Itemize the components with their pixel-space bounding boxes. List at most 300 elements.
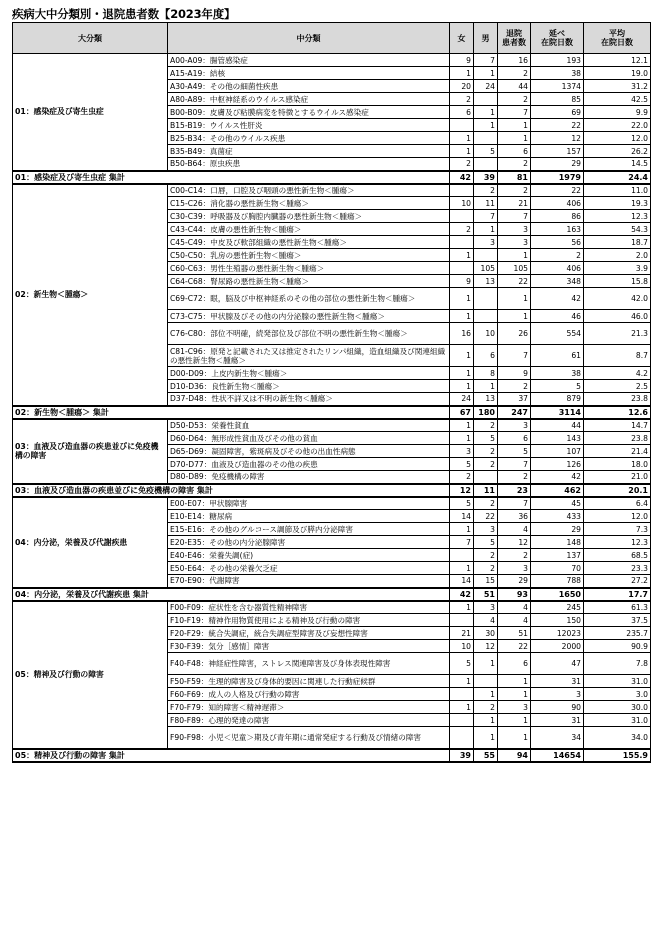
avg-days-cell: 2.0 — [584, 249, 651, 262]
avg-days-cell: 42.5 — [584, 93, 651, 106]
mid-category-cell: C30-C39：呼吸器及び胸腔内臓器の悪性新生物＜腫瘍＞ — [168, 210, 450, 223]
discharge-count-cell: 44 — [498, 80, 531, 93]
female-cell: 1 — [450, 432, 474, 445]
discharge-count-cell: 1 — [498, 675, 531, 688]
avg-days-cell: 235.7 — [584, 627, 651, 640]
avg-days-cell: 31.2 — [584, 80, 651, 93]
discharge-count-cell: 1 — [498, 288, 531, 310]
avg-days-cell: 26.2 — [584, 145, 651, 158]
total-days-cell: 143 — [531, 432, 584, 445]
female-cell — [450, 184, 474, 197]
discharge-count-cell: 16 — [498, 54, 531, 67]
male-cell: 30 — [474, 627, 498, 640]
avg-days-cell: 15.8 — [584, 275, 651, 288]
header-discharge-line1: 退院 — [506, 29, 522, 38]
mid-category-cell: F60-F69：成人の人格及び行動の障害 — [168, 688, 450, 701]
male-cell — [474, 158, 498, 171]
discharge-count-cell: 21 — [498, 197, 531, 210]
avg-days-cell: 3.0 — [584, 688, 651, 701]
subtotal-label: 05：精神及び行動の障害 集計 — [13, 749, 450, 762]
male-cell: 7 — [474, 54, 498, 67]
avg-days-cell: 6.4 — [584, 497, 651, 510]
total-days-cell: 34 — [531, 727, 584, 749]
subtotal-row — [13, 484, 651, 497]
male-cell — [474, 132, 498, 145]
male-cell: 105 — [474, 262, 498, 275]
male-cell — [474, 471, 498, 484]
mid-category-cell: B25-B34：その他のウイルス疾患 — [168, 132, 450, 145]
subtotal-label: 04：内分泌，栄養及び代謝疾患 集計 — [13, 588, 450, 601]
female-cell: 24 — [450, 393, 474, 406]
avg-days-cell: 31.0 — [584, 714, 651, 727]
mid-category-cell: C45-C49：中皮及び軟部組織の悪性新生物＜腫瘍＞ — [168, 236, 450, 249]
avg-days-cell: 42.0 — [584, 288, 651, 310]
subtotal-male-cell: 55 — [474, 749, 498, 762]
female-cell: 9 — [450, 275, 474, 288]
mid-category-cell: C73-C75：甲状腺及びその他の内分泌腺の悪性新生物＜腫瘍＞ — [168, 310, 450, 323]
subtotal-female-cell: 39 — [450, 749, 474, 762]
female-cell: 1 — [450, 145, 474, 158]
male-cell: 13 — [474, 275, 498, 288]
female-cell: 5 — [450, 497, 474, 510]
male-cell: 13 — [474, 393, 498, 406]
female-cell: 1 — [450, 701, 474, 714]
mid-category-cell: D10-D36：良性新生物＜腫瘍＞ — [168, 380, 450, 393]
discharge-count-cell: 26 — [498, 323, 531, 345]
female-cell: 1 — [450, 419, 474, 432]
mid-category-cell: C69-C72：眼，脳及び中枢神経系のその他の部位の悪性新生物＜腫瘍＞ — [168, 288, 450, 310]
mid-category-cell: C60-C63：男性生殖器の悪性新生物＜腫瘍＞ — [168, 262, 450, 275]
male-cell: 10 — [474, 323, 498, 345]
male-cell: 2 — [474, 562, 498, 575]
subtotal-avg-days-cell: 24.4 — [584, 171, 651, 184]
female-cell: 21 — [450, 627, 474, 640]
total-days-cell: 85 — [531, 93, 584, 106]
discharge-count-cell: 5 — [498, 445, 531, 458]
major-category-cell: 02：新生物＜腫瘍＞ — [13, 184, 168, 406]
header-total-days-line2: 在院日数 — [541, 38, 573, 47]
avg-days-cell: 23.3 — [584, 562, 651, 575]
total-days-cell: 348 — [531, 275, 584, 288]
mid-category-cell: E40-E46：栄養失調(症) — [168, 549, 450, 562]
avg-days-cell: 31.0 — [584, 675, 651, 688]
total-days-cell: 126 — [531, 458, 584, 471]
discharge-count-cell: 2 — [498, 184, 531, 197]
male-cell: 22 — [474, 510, 498, 523]
subtotal-label: 03：血液及び造血器の疾患並びに免疫機構の障害 集計 — [13, 484, 450, 497]
total-days-cell: 12023 — [531, 627, 584, 640]
mid-category-cell: D70-D77：血液及び造血器のその他の疾患 — [168, 458, 450, 471]
subtotal-discharge-count-cell: 81 — [498, 171, 531, 184]
avg-days-cell: 8.7 — [584, 345, 651, 367]
discharge-count-cell: 2 — [498, 158, 531, 171]
male-cell: 24 — [474, 80, 498, 93]
discharge-count-cell: 2 — [498, 67, 531, 80]
subtotal-discharge-count-cell: 23 — [498, 484, 531, 497]
discharge-count-cell: 7 — [498, 345, 531, 367]
avg-days-cell: 7.8 — [584, 653, 651, 675]
male-cell: 1 — [474, 119, 498, 132]
subtotal-male-cell: 39 — [474, 171, 498, 184]
avg-days-cell: 27.2 — [584, 575, 651, 588]
female-cell — [450, 210, 474, 223]
total-days-cell: 29 — [531, 523, 584, 536]
subtotal-female-cell: 12 — [450, 484, 474, 497]
mid-category-cell: B35-B49：真菌症 — [168, 145, 450, 158]
female-cell — [450, 688, 474, 701]
subtotal-row — [13, 749, 651, 762]
discharge-count-cell: 7 — [498, 497, 531, 510]
total-days-cell: 69 — [531, 106, 584, 119]
male-cell: 5 — [474, 536, 498, 549]
header-discharge-line2: 患者数 — [502, 38, 526, 47]
mid-category-cell: D00-D09：上皮内新生物＜腫瘍＞ — [168, 367, 450, 380]
discharge-count-cell: 3 — [498, 701, 531, 714]
discharge-count-cell: 1 — [498, 310, 531, 323]
male-cell: 12 — [474, 640, 498, 653]
female-cell — [450, 236, 474, 249]
discharge-count-cell: 105 — [498, 262, 531, 275]
header-female: 女 — [450, 23, 474, 54]
total-days-cell: 2 — [531, 249, 584, 262]
mid-category-cell: F70-F79：知的障害＜精神遅滞＞ — [168, 701, 450, 714]
total-days-cell: 193 — [531, 54, 584, 67]
female-cell: 1 — [450, 562, 474, 575]
total-days-cell: 90 — [531, 701, 584, 714]
female-cell: 2 — [450, 158, 474, 171]
mid-category-cell: E00-E07：甲状腺障害 — [168, 497, 450, 510]
total-days-cell: 38 — [531, 67, 584, 80]
discharge-count-cell: 1 — [498, 688, 531, 701]
table-row — [13, 601, 651, 614]
subtotal-label: 01：感染症及び寄生虫症 集計 — [13, 171, 450, 184]
header-major-category: 大分類 — [13, 23, 168, 54]
total-days-cell: 42 — [531, 288, 584, 310]
discharge-count-cell: 9 — [498, 367, 531, 380]
avg-days-cell: 12.1 — [584, 54, 651, 67]
subtotal-total-days-cell: 462 — [531, 484, 584, 497]
avg-days-cell: 2.5 — [584, 380, 651, 393]
subtotal-avg-days-cell: 12.6 — [584, 406, 651, 419]
female-cell: 16 — [450, 323, 474, 345]
avg-days-cell: 68.5 — [584, 549, 651, 562]
total-days-cell: 163 — [531, 223, 584, 236]
total-days-cell: 46 — [531, 310, 584, 323]
subtotal-total-days-cell: 1650 — [531, 588, 584, 601]
subtotal-discharge-count-cell: 247 — [498, 406, 531, 419]
header-row — [13, 23, 651, 54]
female-cell: 3 — [450, 445, 474, 458]
subtotal-male-cell: 180 — [474, 406, 498, 419]
total-days-cell: 3 — [531, 688, 584, 701]
avg-days-cell: 21.3 — [584, 323, 651, 345]
mid-category-cell: F10-F19：精神作用物質使用による精神及び行動の障害 — [168, 614, 450, 627]
total-days-cell: 86 — [531, 210, 584, 223]
total-days-cell: 31 — [531, 675, 584, 688]
total-days-cell: 788 — [531, 575, 584, 588]
male-cell: 2 — [474, 497, 498, 510]
mid-category-cell: D65-D69：凝固障害，紫斑病及びその他の出血性病態 — [168, 445, 450, 458]
avg-days-cell: 22.0 — [584, 119, 651, 132]
subtotal-avg-days-cell: 20.1 — [584, 484, 651, 497]
avg-days-cell: 12.3 — [584, 536, 651, 549]
avg-days-cell: 4.2 — [584, 367, 651, 380]
mid-category-cell: F90-F98：小児＜児童＞期及び青年期に通常発症する行動及び情緒の障害 — [168, 727, 450, 749]
avg-days-cell: 46.0 — [584, 310, 651, 323]
discharge-count-cell: 3 — [498, 419, 531, 432]
total-days-cell: 2000 — [531, 640, 584, 653]
female-cell — [450, 549, 474, 562]
discharge-count-cell: 2 — [498, 471, 531, 484]
subtotal-avg-days-cell: 155.9 — [584, 749, 651, 762]
discharge-count-cell: 36 — [498, 510, 531, 523]
avg-days-cell: 9.9 — [584, 106, 651, 119]
total-days-cell: 12 — [531, 132, 584, 145]
male-cell: 1 — [474, 223, 498, 236]
female-cell: 1 — [450, 523, 474, 536]
total-days-cell: 42 — [531, 471, 584, 484]
header-avg-days-line2: 在院日数 — [601, 38, 633, 47]
avg-days-cell: 19.0 — [584, 67, 651, 80]
total-days-cell: 47 — [531, 653, 584, 675]
male-cell: 1 — [474, 727, 498, 749]
subtotal-avg-days-cell: 17.7 — [584, 588, 651, 601]
subtotal-label: 02：新生物＜腫瘍＞ 集計 — [13, 406, 450, 419]
total-days-cell: 70 — [531, 562, 584, 575]
avg-days-cell: 14.7 — [584, 419, 651, 432]
female-cell — [450, 119, 474, 132]
total-days-cell: 879 — [531, 393, 584, 406]
female-cell: 5 — [450, 653, 474, 675]
total-days-cell: 406 — [531, 197, 584, 210]
mid-category-cell: C00-C14：口唇，口腔及び咽頭の悪性新生物＜腫瘍＞ — [168, 184, 450, 197]
mid-category-cell: A00-A09：腸管感染症 — [168, 54, 450, 67]
discharge-count-cell: 1 — [498, 119, 531, 132]
female-cell: 14 — [450, 510, 474, 523]
male-cell: 1 — [474, 714, 498, 727]
mid-category-cell: B50-B64：原虫疾患 — [168, 158, 450, 171]
male-cell: 5 — [474, 432, 498, 445]
subtotal-discharge-count-cell: 93 — [498, 588, 531, 601]
male-cell: 2 — [474, 184, 498, 197]
male-cell: 3 — [474, 523, 498, 536]
discharge-count-cell: 2 — [498, 93, 531, 106]
subtotal-female-cell: 67 — [450, 406, 474, 419]
male-cell — [474, 93, 498, 106]
discharge-count-cell: 1 — [498, 727, 531, 749]
major-category-cell: 04：内分泌，栄養及び代謝疾患 — [13, 497, 168, 588]
male-cell — [474, 310, 498, 323]
discharge-count-cell: 4 — [498, 523, 531, 536]
male-cell — [474, 288, 498, 310]
subtotal-female-cell: 42 — [450, 171, 474, 184]
avg-days-cell: 7.3 — [584, 523, 651, 536]
discharge-count-cell: 6 — [498, 145, 531, 158]
mid-category-cell: E70-E90：代謝障害 — [168, 575, 450, 588]
mid-category-cell: F20-F29：統合失調症，統合失調症型障害及び妄想性障害 — [168, 627, 450, 640]
header-total-days — [531, 23, 584, 54]
mid-category-cell: E15-E16：その他のグルコース調節及び膵内分泌障害 — [168, 523, 450, 536]
discharge-count-cell: 6 — [498, 432, 531, 445]
discharge-count-cell: 37 — [498, 393, 531, 406]
female-cell: 1 — [450, 675, 474, 688]
total-days-cell: 38 — [531, 367, 584, 380]
table-row — [13, 497, 651, 510]
avg-days-cell: 61.3 — [584, 601, 651, 614]
total-days-cell: 45 — [531, 497, 584, 510]
mid-category-cell: F40-F48：神経症性障害，ストレス関連障害及び身体表現性障害 — [168, 653, 450, 675]
subtotal-row — [13, 171, 651, 184]
female-cell: 20 — [450, 80, 474, 93]
female-cell: 7 — [450, 536, 474, 549]
female-cell: 1 — [450, 310, 474, 323]
mid-category-cell: C43-C44：皮膚の悪性新生物＜腫瘍＞ — [168, 223, 450, 236]
male-cell: 15 — [474, 575, 498, 588]
female-cell — [450, 614, 474, 627]
total-days-cell: 31 — [531, 714, 584, 727]
mid-category-cell: D50-D53：栄養性貧血 — [168, 419, 450, 432]
total-days-cell: 150 — [531, 614, 584, 627]
total-days-cell: 107 — [531, 445, 584, 458]
male-cell: 4 — [474, 614, 498, 627]
total-days-cell: 56 — [531, 236, 584, 249]
male-cell: 2 — [474, 419, 498, 432]
table-row — [13, 184, 651, 197]
header-discharge-count — [498, 23, 531, 54]
mid-category-cell: E10-E14：糖尿病 — [168, 510, 450, 523]
subtotal-male-cell: 11 — [474, 484, 498, 497]
female-cell: 5 — [450, 458, 474, 471]
discharge-count-cell: 7 — [498, 106, 531, 119]
header-avg-days-line1: 平均 — [609, 29, 625, 38]
female-cell: 1 — [450, 67, 474, 80]
mid-category-cell: A15-A19：結核 — [168, 67, 450, 80]
mid-category-cell: F50-F59：生理的障害及び身体的要因に関連した行動症候群 — [168, 675, 450, 688]
female-cell: 10 — [450, 197, 474, 210]
discharge-count-cell: 4 — [498, 614, 531, 627]
avg-days-cell: 30.0 — [584, 701, 651, 714]
avg-days-cell: 12.3 — [584, 210, 651, 223]
header-total-days-line1: 延べ — [549, 29, 565, 38]
total-days-cell: 554 — [531, 323, 584, 345]
header-male: 男 — [474, 23, 498, 54]
major-category-cell: 05：精神及び行動の障害 — [13, 601, 168, 749]
table-row — [13, 419, 651, 432]
avg-days-cell: 34.0 — [584, 727, 651, 749]
page-title: 疾病大中分類別・退院患者数【2023年度】 — [12, 7, 236, 21]
discharge-count-cell: 3 — [498, 562, 531, 575]
total-days-cell: 61 — [531, 345, 584, 367]
subtotal-row — [13, 406, 651, 419]
male-cell: 1 — [474, 380, 498, 393]
subtotal-discharge-count-cell: 94 — [498, 749, 531, 762]
female-cell: 1 — [450, 288, 474, 310]
male-cell: 6 — [474, 345, 498, 367]
female-cell: 1 — [450, 367, 474, 380]
total-days-cell: 44 — [531, 419, 584, 432]
female-cell: 9 — [450, 54, 474, 67]
avg-days-cell: 19.3 — [584, 197, 651, 210]
male-cell: 1 — [474, 106, 498, 119]
male-cell: 11 — [474, 197, 498, 210]
avg-days-cell: 23.8 — [584, 432, 651, 445]
discharge-count-cell: 7 — [498, 210, 531, 223]
female-cell: 1 — [450, 132, 474, 145]
mid-category-cell: C50-C50：乳房の悪性新生物＜腫瘍＞ — [168, 249, 450, 262]
female-cell — [450, 727, 474, 749]
discharge-count-cell: 1 — [498, 714, 531, 727]
male-cell: 7 — [474, 210, 498, 223]
discharge-count-cell: 2 — [498, 549, 531, 562]
male-cell: 1 — [474, 688, 498, 701]
mid-category-cell: F30-F39：気分［感情］障害 — [168, 640, 450, 653]
discharge-count-cell: 29 — [498, 575, 531, 588]
male-cell — [474, 675, 498, 688]
discharge-count-cell: 6 — [498, 653, 531, 675]
total-days-cell: 22 — [531, 119, 584, 132]
male-cell: 2 — [474, 701, 498, 714]
subtotal-row — [13, 588, 651, 601]
mid-category-cell: E50-E64：その他の栄養欠乏症 — [168, 562, 450, 575]
male-cell: 2 — [474, 445, 498, 458]
discharge-count-cell: 3 — [498, 223, 531, 236]
male-cell: 2 — [474, 549, 498, 562]
avg-days-cell: 14.5 — [584, 158, 651, 171]
avg-days-cell: 12.0 — [584, 132, 651, 145]
total-days-cell: 245 — [531, 601, 584, 614]
mid-category-cell: C76-C80：部位不明確，続発部位及び部位不明の悪性新生物＜腫瘍＞ — [168, 323, 450, 345]
total-days-cell: 1374 — [531, 80, 584, 93]
mid-category-cell: A30-A49：その他の細菌性疾患 — [168, 80, 450, 93]
discharge-count-cell: 3 — [498, 236, 531, 249]
male-cell: 3 — [474, 236, 498, 249]
female-cell: 14 — [450, 575, 474, 588]
total-days-cell: 22 — [531, 184, 584, 197]
mid-category-cell: C81-C96：原発と記載された又は推定されたリンパ組織，造血組織及び関連組織の悪性新生物＜腫瘍＞ — [168, 345, 450, 367]
discharge-count-cell: 4 — [498, 601, 531, 614]
mid-category-cell: C64-C68：腎尿路の悪性新生物＜腫瘍＞ — [168, 275, 450, 288]
total-days-cell: 406 — [531, 262, 584, 275]
subtotal-total-days-cell: 3114 — [531, 406, 584, 419]
discharge-count-cell: 7 — [498, 458, 531, 471]
mid-category-cell: F00-F09：症状性を含む器質性精神障害 — [168, 601, 450, 614]
female-cell — [450, 262, 474, 275]
female-cell: 2 — [450, 471, 474, 484]
female-cell — [450, 714, 474, 727]
female-cell: 1 — [450, 249, 474, 262]
subtotal-total-days-cell: 14654 — [531, 749, 584, 762]
avg-days-cell: 37.5 — [584, 614, 651, 627]
discharge-count-cell: 22 — [498, 275, 531, 288]
table-body — [13, 54, 651, 762]
female-cell: 2 — [450, 93, 474, 106]
female-cell: 10 — [450, 640, 474, 653]
total-days-cell: 5 — [531, 380, 584, 393]
subtotal-total-days-cell: 1979 — [531, 171, 584, 184]
male-cell — [474, 249, 498, 262]
discharge-count-cell: 12 — [498, 536, 531, 549]
discharge-count-cell: 51 — [498, 627, 531, 640]
avg-days-cell: 54.3 — [584, 223, 651, 236]
avg-days-cell: 90.9 — [584, 640, 651, 653]
total-days-cell: 148 — [531, 536, 584, 549]
female-cell: 1 — [450, 345, 474, 367]
avg-days-cell: 18.0 — [584, 458, 651, 471]
female-cell: 1 — [450, 380, 474, 393]
avg-days-cell: 21.4 — [584, 445, 651, 458]
male-cell: 1 — [474, 653, 498, 675]
discharge-count-cell: 1 — [498, 132, 531, 145]
